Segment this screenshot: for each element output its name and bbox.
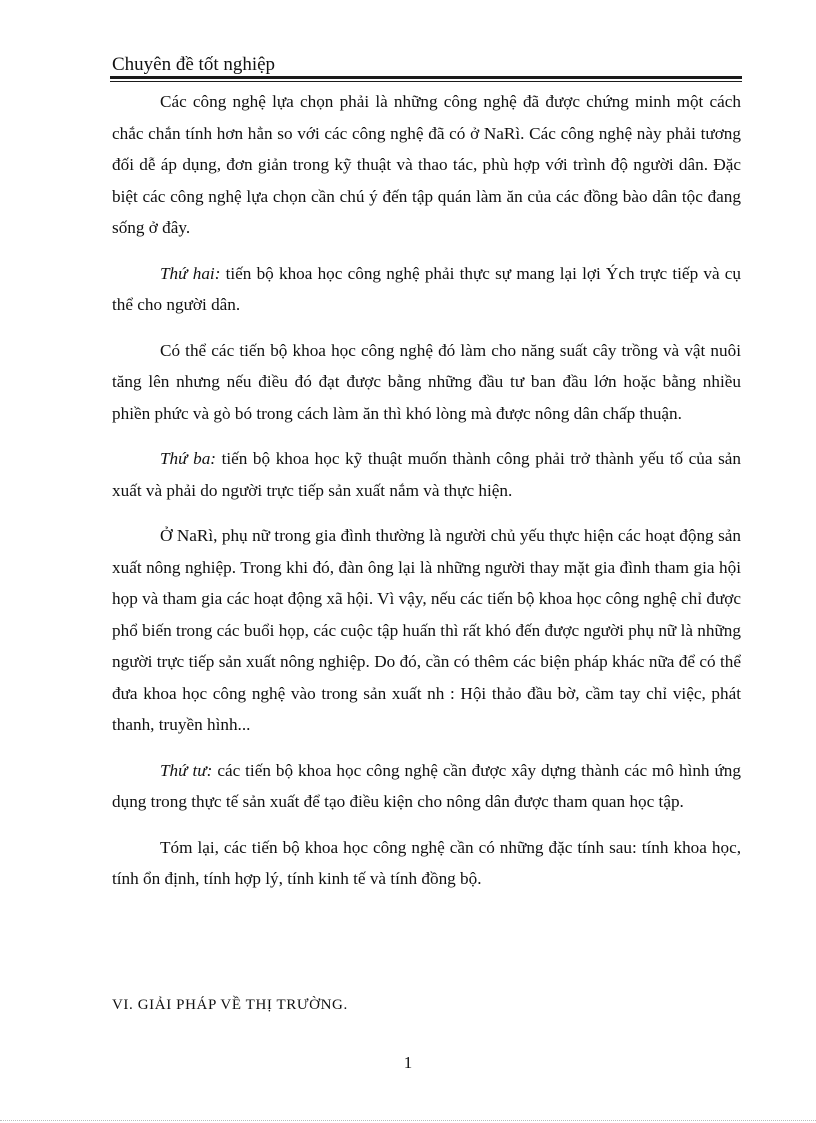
- paragraph-1: [112, 86, 741, 244]
- paragraph-3-text: Có thể các tiến bộ khoa học công nghệ đó làm cho năng suất cây trồng và vật nuôi tăng lên nhưng nếu điều đó đạt được bằng những đầu tư ban đầu lớn hoặc bằng nhiều phiền phức và gò bó trong cách làm ăn thì khó lòng mà được nông dân chấp thuận.: [112, 340, 741, 423]
- paragraph-4-text: tiến bộ khoa học kỹ thuật muốn thành công phải trở thành yếu tố của sản xuất và phải do người trực tiếp sản xuất nắm và thực hiện.: [112, 449, 741, 500]
- paragraph-1-text: Các công nghệ lựa chọn phải là những công nghệ đã được chứng minh một cách chắc chắn tính hơn hẳn so với các công nghệ đã có ở NaRì. Các công nghệ này phải tương đối dễ áp dụng, đơn giản trong kỹ thuật và thao tác, phù hợp với trình độ người dân. Đặc biệt các công nghệ lựa chọn cần chú ý đến tập quán làm ăn của các đồng bào dân tộc đang sống ở đây.: [112, 92, 741, 237]
- document-body: [112, 86, 741, 909]
- paragraph-2: [112, 258, 741, 321]
- paragraph-5: [112, 520, 741, 741]
- paragraph-2-lead: Thứ hai:: [160, 263, 221, 283]
- section-heading: VI. GIẢI PHÁP VỀ THỊ TRƯỜNG.: [112, 997, 348, 1013]
- paragraph-6: [112, 755, 741, 818]
- paragraph-4: [112, 443, 741, 506]
- running-header: Chuyên đề tốt nghiệp: [112, 54, 276, 75]
- paragraph-3: [112, 335, 741, 430]
- paragraph-4-lead: Thứ ba:: [160, 449, 217, 468]
- page-number: 1: [403, 1053, 413, 1072]
- header-rule-thick: [110, 76, 742, 79]
- paragraph-2-text: tiến bộ khoa học công nghệ phải thực sự mang lại lợi Ých trực tiếp và cụ thể cho người dân.: [112, 263, 742, 314]
- paragraph-7-text: Tóm lại, các tiến bộ khoa học công nghệ cần có những đặc tính sau: tính khoa học, tính ổn định, tính hợp lý, tính kinh tế và tính đồng bộ.: [112, 837, 741, 888]
- paragraph-7: [112, 832, 741, 895]
- paragraph-6-lead: Thứ tư:: [160, 760, 213, 780]
- header-rule-thin: [110, 81, 742, 82]
- paragraph-5-text: Ở NaRì, phụ nữ trong gia đình thường là người chủ yếu thực hiện các hoạt động sản xuất nông nghiệp. Trong khi đó, đàn ông lại là những người thay mặt gia đình tham gia hội họp và tham gia các hoạt động xã hội. Vì vậy, nếu các tiến bộ khoa học công nghệ chỉ được phổ biến trong các buổi họp, các cuộc tập huấn thì rất khó đến được người phụ nữ là những người trực tiếp sản xuất nông nghiệp. Do đó, cần có thêm các biện pháp khác nữa để có thể đưa khoa học công nghệ vào trong sản xuất nh : Hội thảo đầu bờ, cầm tay chỉ việc, phát thanh, truyền hình...: [112, 526, 741, 734]
- page-bottom-edge: [0, 1120, 816, 1121]
- paragraph-6-text: các tiến bộ khoa học công nghệ cần được xây dựng thành các mô hình ứng dụng trong thực tế sản xuất để tạo điều kiện cho nông dân được tham quan học tập.: [112, 760, 741, 811]
